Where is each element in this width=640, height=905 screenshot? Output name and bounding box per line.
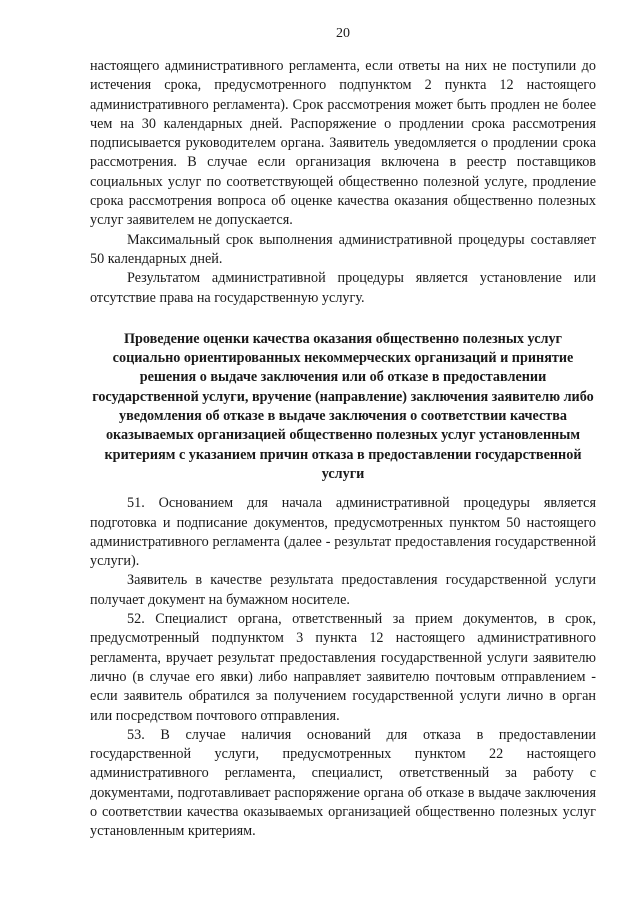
paragraph-53: 53. В случае наличия оснований для отказа в предоставлении государственной услуги, предусмотренных пунктом 22 настоящего административного регламента, специалист, ответственный за работу с документами, подготавливает распоряжение органа об отказе в выдаче заключения о соответствии качества оказываемых организацией общественно полезных услуг установленным критериям. xyxy=(90,726,596,840)
paragraph-applicant-document: Заявитель в качестве результата предоставления государственной услуги получает документ на бумажном носителе. xyxy=(90,572,596,608)
paragraph-max-term: Максимальный срок выполнения административной процедуры составляет 50 календарных дней. xyxy=(90,231,596,267)
paragraph-continuation: настоящего административного регламента, если ответы на них не поступили до истечения срока, предусмотренного подпунктом 2 пункта 12 настоящего административного регламента). Срок рассмотрения может быть продлен не более чем на 30 календарных дней. Распоряжение о продлении срока рассмотрения подписывается руководителем органа. Заявитель уведомляется о продлении срока рассмотрения. В случае если организация включена в реестр поставщиков социальных услуг по соответствующей общественно полезной услуге, продление срока рассмотрения вопроса об оценке качества оказания общественно полезных услуг заявителем не допускается. xyxy=(90,58,596,229)
paragraph-procedure-result: Результатом административной процедуры является установление или отсутствие права на государственную услугу. xyxy=(90,270,596,306)
paragraph-51: 51. Основанием для начала административной процедуры является подготовка и подписание документов, предусмотренных пунктом 50 настоящего административного регламента (далее - результат предоставления государственной услуги). xyxy=(90,495,596,570)
section-heading: Проведение оценки качества оказания общественно полезных услуг социально ориентированных некоммерческих организаций и принятие решения о выдаче заключения или об отказе в предоставлении государственной услуги, вручение (направление) заключения заявителю либо уведомления об отказе в выдаче заключения о соответствии качества оказываемых организацией общественно полезных услуг установленным критериям с указанием причин отказа в предоставлении государственной услуги xyxy=(92,330,594,482)
document-page xyxy=(90,0,596,905)
page-number: 20 xyxy=(336,26,350,41)
paragraph-52: 52. Специалист органа, ответственный за прием документов, в срок, предусмотренный подпунктом 3 пункта 12 настоящего административного регламента, вручает результат предоставления государственной услуги заявителю лично (в случае его явки) либо направляет заявителю почтовым отправлением - если заявитель обратился за получением государственной услуги лично в орган или посредством почтового отправления. xyxy=(90,611,596,724)
document-body xyxy=(90,57,596,842)
